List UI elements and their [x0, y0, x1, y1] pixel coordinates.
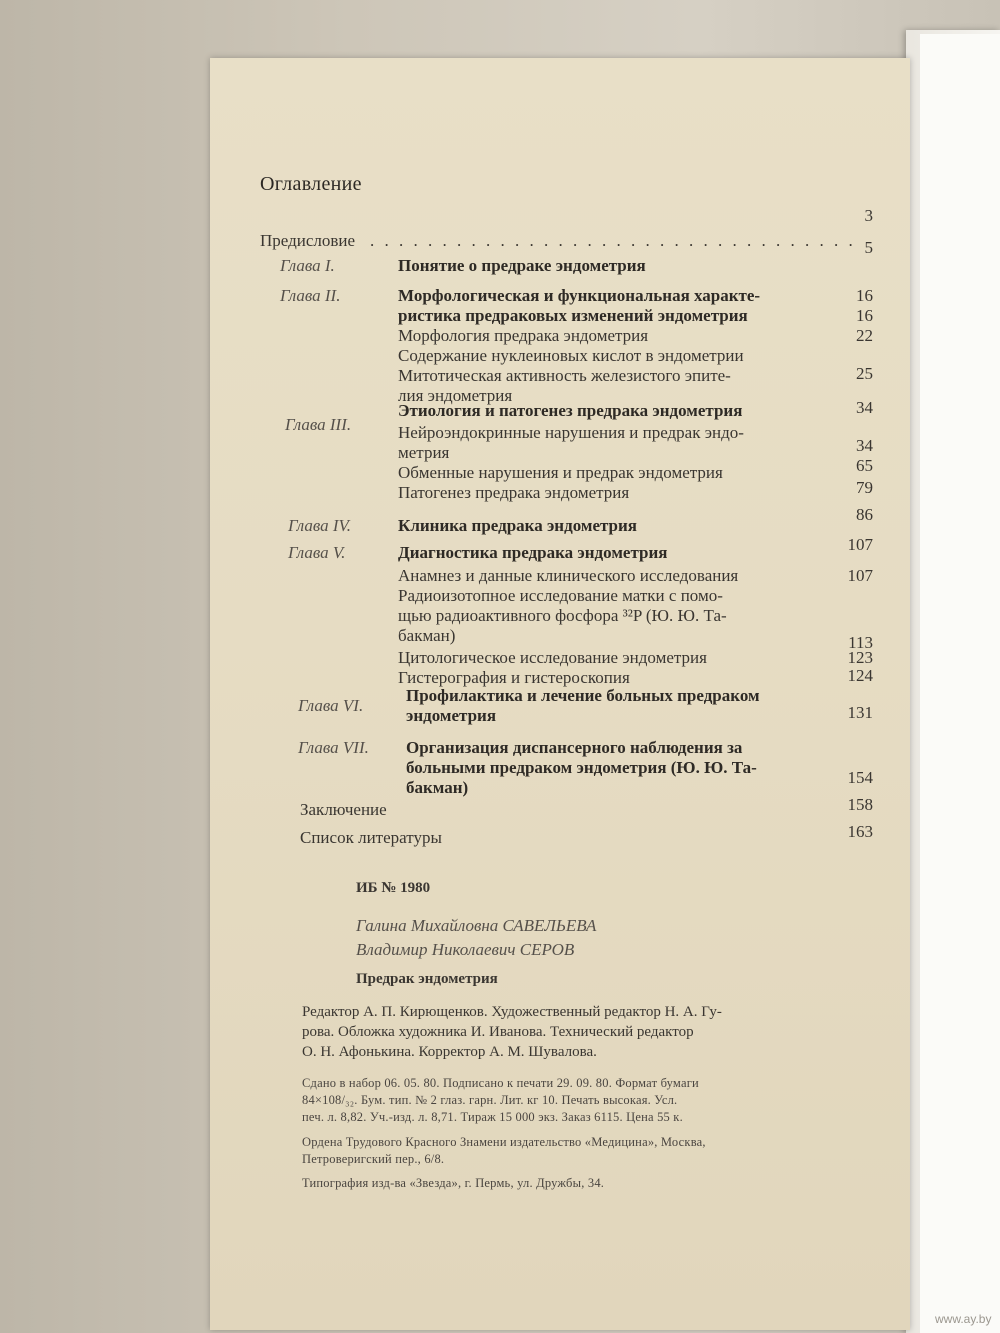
toc-entry-conclusion: Заключение — [300, 800, 387, 819]
toc-page-number: 107 — [847, 535, 873, 554]
toc-section-title: метрия — [398, 443, 450, 462]
toc-page-number: 25 — [856, 364, 873, 383]
imprint-author: Галина Михайловна САВЕЛЬЕВА — [356, 916, 597, 935]
toc-page-number: 158 — [847, 795, 873, 814]
imprint-print-line: печ. л. 8,82. Уч.-изд. л. 8,71. Тираж 15 000 экз. Заказ 6115. Цена 55 к. — [302, 1110, 683, 1124]
toc-title: Оглавление — [260, 173, 362, 195]
toc-page-number: 131 — [847, 703, 873, 722]
toc-section-title: Содержание нуклеиновых кислот в эндометрии — [398, 346, 744, 365]
watermark: www.ay.by — [935, 1312, 992, 1326]
toc-section-title: Морфология предрака эндометрия — [398, 326, 649, 345]
toc-page-number: 5 — [864, 238, 873, 257]
toc-section-title: лия эндометрия — [398, 386, 513, 405]
toc-chapter-title: больными предраком эндометрия (Ю. Ю. Та- — [406, 758, 757, 777]
toc-section-title: Радиоизотопное исследование матки с помо- — [398, 586, 723, 605]
imprint-publisher-line: Петроверигский пер., 6/8. — [302, 1152, 445, 1166]
toc-page-number: 34 — [856, 436, 873, 455]
imprint-editors-line: О. Н. Афонькина. Корректор А. М. Шувалова. — [302, 1044, 597, 1060]
toc-chapter-label: Глава II. — [280, 286, 341, 305]
toc-page-number: 65 — [856, 456, 873, 475]
imprint-publisher-line: Ордена Трудового Красного Знамени издательство «Медицина», Москва, — [302, 1135, 706, 1149]
toc-page-number: 107 — [847, 566, 873, 585]
toc-section-title: Гистерография и гистероскопия — [398, 668, 630, 687]
toc-page-number: 79 — [856, 478, 873, 497]
toc-chapter-title: Морфологическая и функциональная характе- — [398, 286, 761, 305]
toc-entry-bibliography: Список литературы — [300, 828, 442, 847]
toc-chapter-label: Глава VI. — [298, 696, 364, 715]
toc-section-title: Патогенез предрака эндометрия — [398, 483, 630, 502]
book-page — [210, 58, 910, 1330]
toc-section-title: Цитологическое исследование эндометрия — [398, 648, 707, 667]
toc-page-number: 124 — [847, 666, 873, 685]
toc-chapter-label: Глава III. — [285, 415, 352, 434]
toc-chapter-title: Профилактика и лечение больных предраком — [406, 686, 760, 705]
toc-chapter-label: Глава IV. — [288, 516, 352, 535]
toc-page-number: 22 — [856, 326, 873, 345]
toc-section-title: Нейроэндокринные нарушения и предрак эндо- — [398, 423, 744, 442]
toc-section-title: Анамнез и данные клинического исследования — [398, 566, 739, 585]
toc-page-number: 86 — [856, 505, 873, 524]
imprint-printer: Типография изд-ва «Звезда», г. Пермь, ул. Дружбы, 34. — [302, 1176, 605, 1190]
imprint-print-line: 84×108/₃₂. Бум. тип. № 2 глаз. гарн. Лит. кг 10. Печать высокая. Усл. — [302, 1093, 678, 1107]
imprint-editors-line: Редактор А. П. Кирющенков. Художественный редактор Н. А. Гу- — [302, 1004, 722, 1020]
toc-page-number: 163 — [847, 822, 873, 841]
toc-chapter-title: Клиника предрака эндометрия — [398, 516, 637, 535]
toc-chapter-title: Этиология и патогенез предрака эндометрия — [398, 401, 743, 420]
toc-section-title: бакман) — [398, 626, 456, 645]
toc-chapter-title: Организация диспансерного наблюдения за — [406, 738, 743, 757]
toc-chapter-title: эндометрия — [406, 706, 497, 725]
imprint-book-title: Предрак эндометрия — [356, 971, 498, 987]
toc-section-title: Обменные нарушения и предрак эндометрия — [398, 463, 723, 482]
imprint-ib-number: ИБ № 1980 — [356, 880, 431, 896]
toc-page-number: 16 — [856, 306, 873, 325]
toc-page-number: 3 — [864, 206, 873, 225]
toc-chapter-label: Глава I. — [280, 256, 335, 275]
toc-page-number: 154 — [847, 768, 873, 787]
toc-page-number: 16 — [856, 286, 873, 305]
toc-chapter-label: Глава V. — [288, 543, 346, 562]
toc-leader-dots: . . . . . . . . . . . . . . . . . . . . . . . . . . . . . . . . . . — [370, 231, 856, 250]
toc-chapter-title: ристика предраковых изменений эндометрия — [398, 306, 748, 325]
toc-page-number: 123 — [847, 648, 873, 667]
toc-entry-preface: Предисловие — [260, 231, 356, 250]
toc-section-title: щью радиоактивного фосфора ³²P (Ю. Ю. Та- — [398, 606, 727, 625]
imprint-editors-line: рова. Обложка художника И. Иванова. Технический редактор — [302, 1024, 694, 1040]
toc-page-number: 113 — [848, 633, 873, 652]
toc-chapter-title: Диагностика предрака эндометрия — [398, 543, 668, 562]
toc-chapter-title: Понятие о предраке эндометрия — [398, 256, 646, 275]
imprint-print-line: Сдано в набор 06. 05. 80. Подписано к печати 29. 09. 80. Формат бумаги — [302, 1076, 699, 1090]
toc-section-title: Митотическая активность железистого эпите- — [398, 366, 731, 385]
toc-page-number: 34 — [856, 398, 873, 417]
toc-chapter-label: Глава VII. — [298, 738, 369, 757]
toc-chapter-title: бакман) — [406, 778, 469, 797]
facing-page-edge — [920, 34, 1000, 1333]
imprint-author: Владимир Николаевич СЕРОВ — [356, 940, 575, 959]
